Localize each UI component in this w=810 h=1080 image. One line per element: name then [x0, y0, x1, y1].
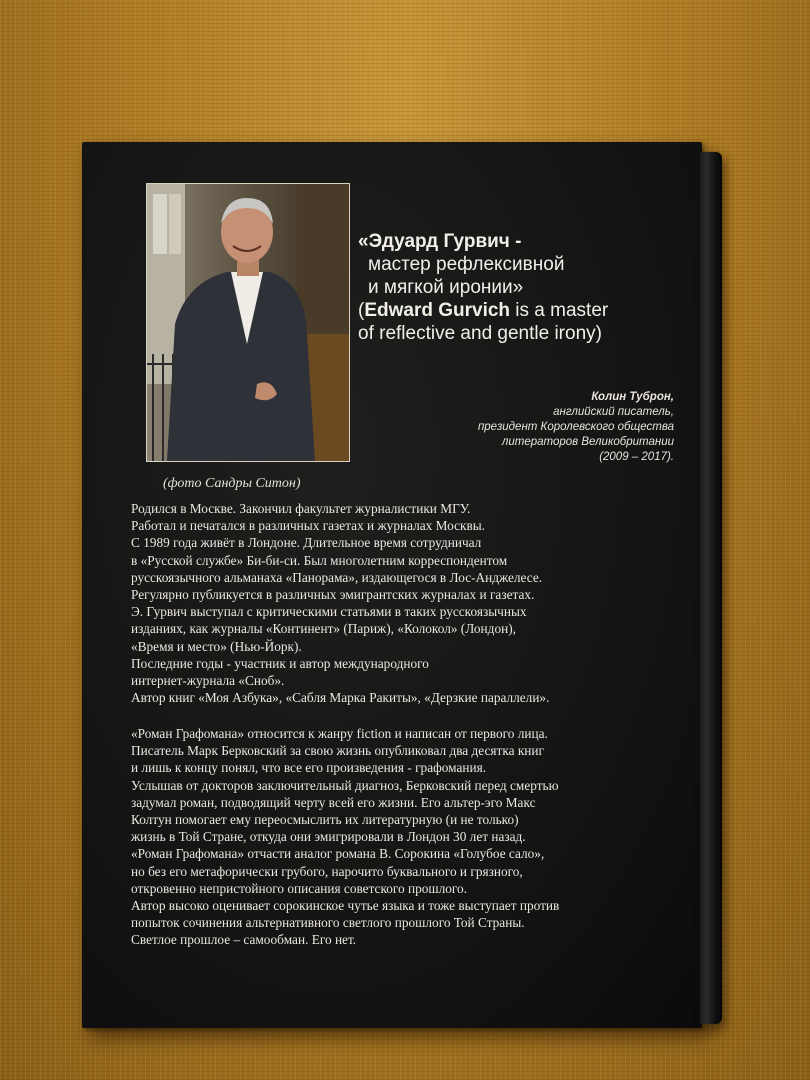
- bio-line: Родился в Москве. Закончил факультет журналистики МГУ.: [131, 501, 471, 516]
- quote-paren: (: [358, 300, 365, 321]
- quote-line-1: «Эдуард Гурвич -: [358, 231, 522, 252]
- attribution-line-1: английский писатель,: [553, 406, 674, 418]
- quote-line-2: мастер рефлексивной: [368, 254, 565, 275]
- description-line: но без его метафорически грубого, нарочито буквального и грязного,: [131, 863, 523, 879]
- bio-line: С 1989 года живёт в Лондоне. Длительное время сотрудничал: [131, 535, 482, 551]
- bio-line: русскоязычного альманаха «Панорама», издающегося в Лос-Анджелесе.: [131, 569, 543, 585]
- description-line: Писатель Марк Берковский за свою жизнь опубликовал два десятка книг: [131, 743, 544, 759]
- description-line: и лишь к концу понял, что все его произведения - графомания.: [131, 760, 487, 776]
- attribution-line-4: (2009 – 2017).: [599, 451, 674, 463]
- quote-line-5: of reflective and gentle irony): [358, 323, 602, 344]
- author-biography: [131, 500, 711, 706]
- photo-caption: (фото Сандры Ситон): [163, 476, 301, 491]
- bio-line: изданиях, как журналы «Континент» (Париж), «Колокол» (Лондон),: [131, 621, 516, 637]
- bio-line: Э. Гурвич выступал с критическими статьями в таких русскоязычных: [131, 604, 527, 620]
- description-line: «Роман Графомана» отчасти аналог романа В. Сорокина «Голубое сало»,: [131, 846, 545, 862]
- bio-line: Работал и печатался в различных газетах и журналах Москвы.: [131, 518, 485, 534]
- quote-line-3: и мягкой иронии»: [368, 277, 524, 298]
- attribution-name: Колин Туброн,: [591, 391, 674, 403]
- description-line: Колтун помогает ему переосмыслить их литературную (и не только): [131, 812, 519, 828]
- attribution-line-2: президент Королевского общества: [477, 421, 674, 433]
- description-line: попыток сочинения альтернативного светлого прошлого Той Страны.: [131, 915, 525, 931]
- quote-english-name: Edward Gurvich: [364, 300, 511, 321]
- description-line: откровенно непристойного описания советского прошлого.: [131, 880, 468, 896]
- attribution-line-3: литераторов Великобритании: [501, 436, 674, 448]
- author-photo: [146, 183, 350, 462]
- description-line: Светлое прошлое – самообман. Его нет.: [131, 932, 357, 948]
- bio-line: Последние годы - участник и автор международного: [131, 655, 429, 671]
- description-line: «Роман Графомана» относится к жанру fiction и написан от первого лица.: [131, 726, 548, 741]
- bio-line: Регулярно публикуется в различных эмигрантских журналах и газетах.: [131, 587, 535, 603]
- author-quote: [358, 230, 658, 345]
- description-line: Автор высоко оценивает сорокинское чутье языка и тоже выступает против: [131, 898, 560, 914]
- bio-line: в «Русской службе» Би-би-си. Был многолетним корреспондентом: [131, 552, 508, 568]
- quote-english-rest: is a master: [510, 300, 609, 321]
- book-description: [131, 725, 711, 949]
- bio-line: интернет-журнала «Сноб».: [131, 673, 285, 689]
- quote-line-4: [358, 299, 658, 322]
- attribution-name-text: Колин Туброн: [591, 391, 671, 403]
- bio-line: Автор книг «Моя Азбука», «Сабля Марка Ракиты», «Дерзкие параллели».: [131, 690, 550, 706]
- description-line: задумал роман, подводящий черту всей его жизни. Его альтер-эго Макс: [131, 794, 536, 810]
- description-line: Услышав от докторов заключительный диагноз, Берковский перед смертью: [131, 777, 559, 793]
- bio-line: «Время и место» (Нью-Йорк).: [131, 638, 302, 654]
- description-line: жизнь в Той Стране, откуда они эмигрировали в Лондон 30 лет назад.: [131, 829, 526, 845]
- quote-attribution: [394, 390, 674, 465]
